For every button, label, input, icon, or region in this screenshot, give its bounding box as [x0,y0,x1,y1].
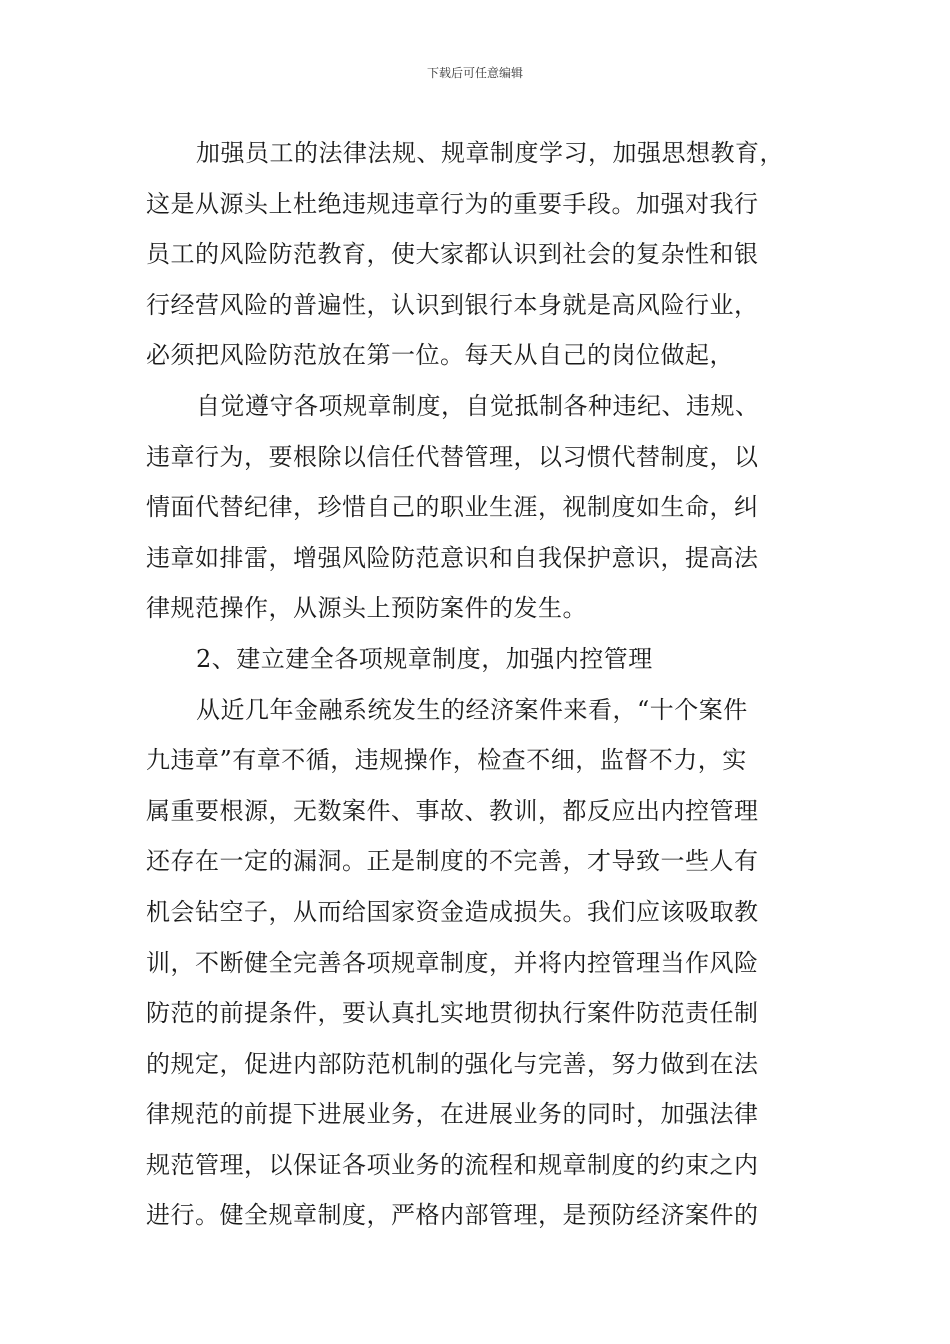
text-line: 行经营风险的普遍性，认识到银行本身就是高风险行业， [146,290,759,319]
document-body [146,128,808,1241]
text-line: 训，不断健全完善各项规章制度，并将内控管理当作风险 [146,948,759,977]
text-line: 进行。健全规章制度，严格内部管理，是预防经济案件的 [146,1201,759,1230]
text-line: 从近几年金融系统发生的经济案件来看，“十个案件 [196,695,748,724]
text-line: 还存在一定的漏洞。正是制度的不完善，才导致一些人有 [146,847,759,876]
text-line: 属重要根源，无数案件、事故、教训，都反应出内控管理 [146,796,759,825]
text-line: 机会钻空子，从而给国家资金造成损失。我们应该吸取教 [146,897,759,926]
text-line: 这是从源头上杜绝违规违章行为的重要手段。加强对我行 [146,189,759,218]
text-line: 律规范操作，从源头上预防案件的发生。 [146,594,587,623]
text-line: 必须把风险防范放在第一位。每天从自己的岗位做起， [146,341,734,370]
section-heading: 2、建立建全各项规章制度，加强内控管理 [196,644,653,673]
text-line: 律规范的前提下进展业务，在进展业务的同时，加强法律 [146,1100,759,1129]
text-line: 九违章”有章不循，违规操作，检查不细，监督不力，实 [146,746,747,775]
text-line: 违章行为，要根除以信任代替管理，以习惯代替制度，以 [146,442,759,471]
page-header: 下载后可任意编辑 [426,66,523,80]
text-line: 违章如排雷，增强风险防范意识和自我保护意识，提高法 [146,543,759,572]
text-line: 自觉遵守各项规章制度，自觉抵制各种违纪、违规、 [196,391,760,420]
text-line: 情面代替纪律，珍惜自己的职业生涯，视制度如生命，纠 [146,493,759,522]
text-line: 规范管理，以保证各项业务的流程和规章制度的约束之内 [146,1150,759,1179]
text-line: 加强员工的法律法规、规章制度学习，加强思想教育， [196,139,784,167]
text-line: 的规定，促进内部防范机制的强化与完善，努力做到在法 [146,1049,759,1078]
text-line: 防范的前提条件，要认真扎实地贯彻执行案件防范责任制 [146,999,759,1028]
text-line: 员工的风险防范教育，使大家都认识到社会的复杂性和银 [146,240,759,269]
